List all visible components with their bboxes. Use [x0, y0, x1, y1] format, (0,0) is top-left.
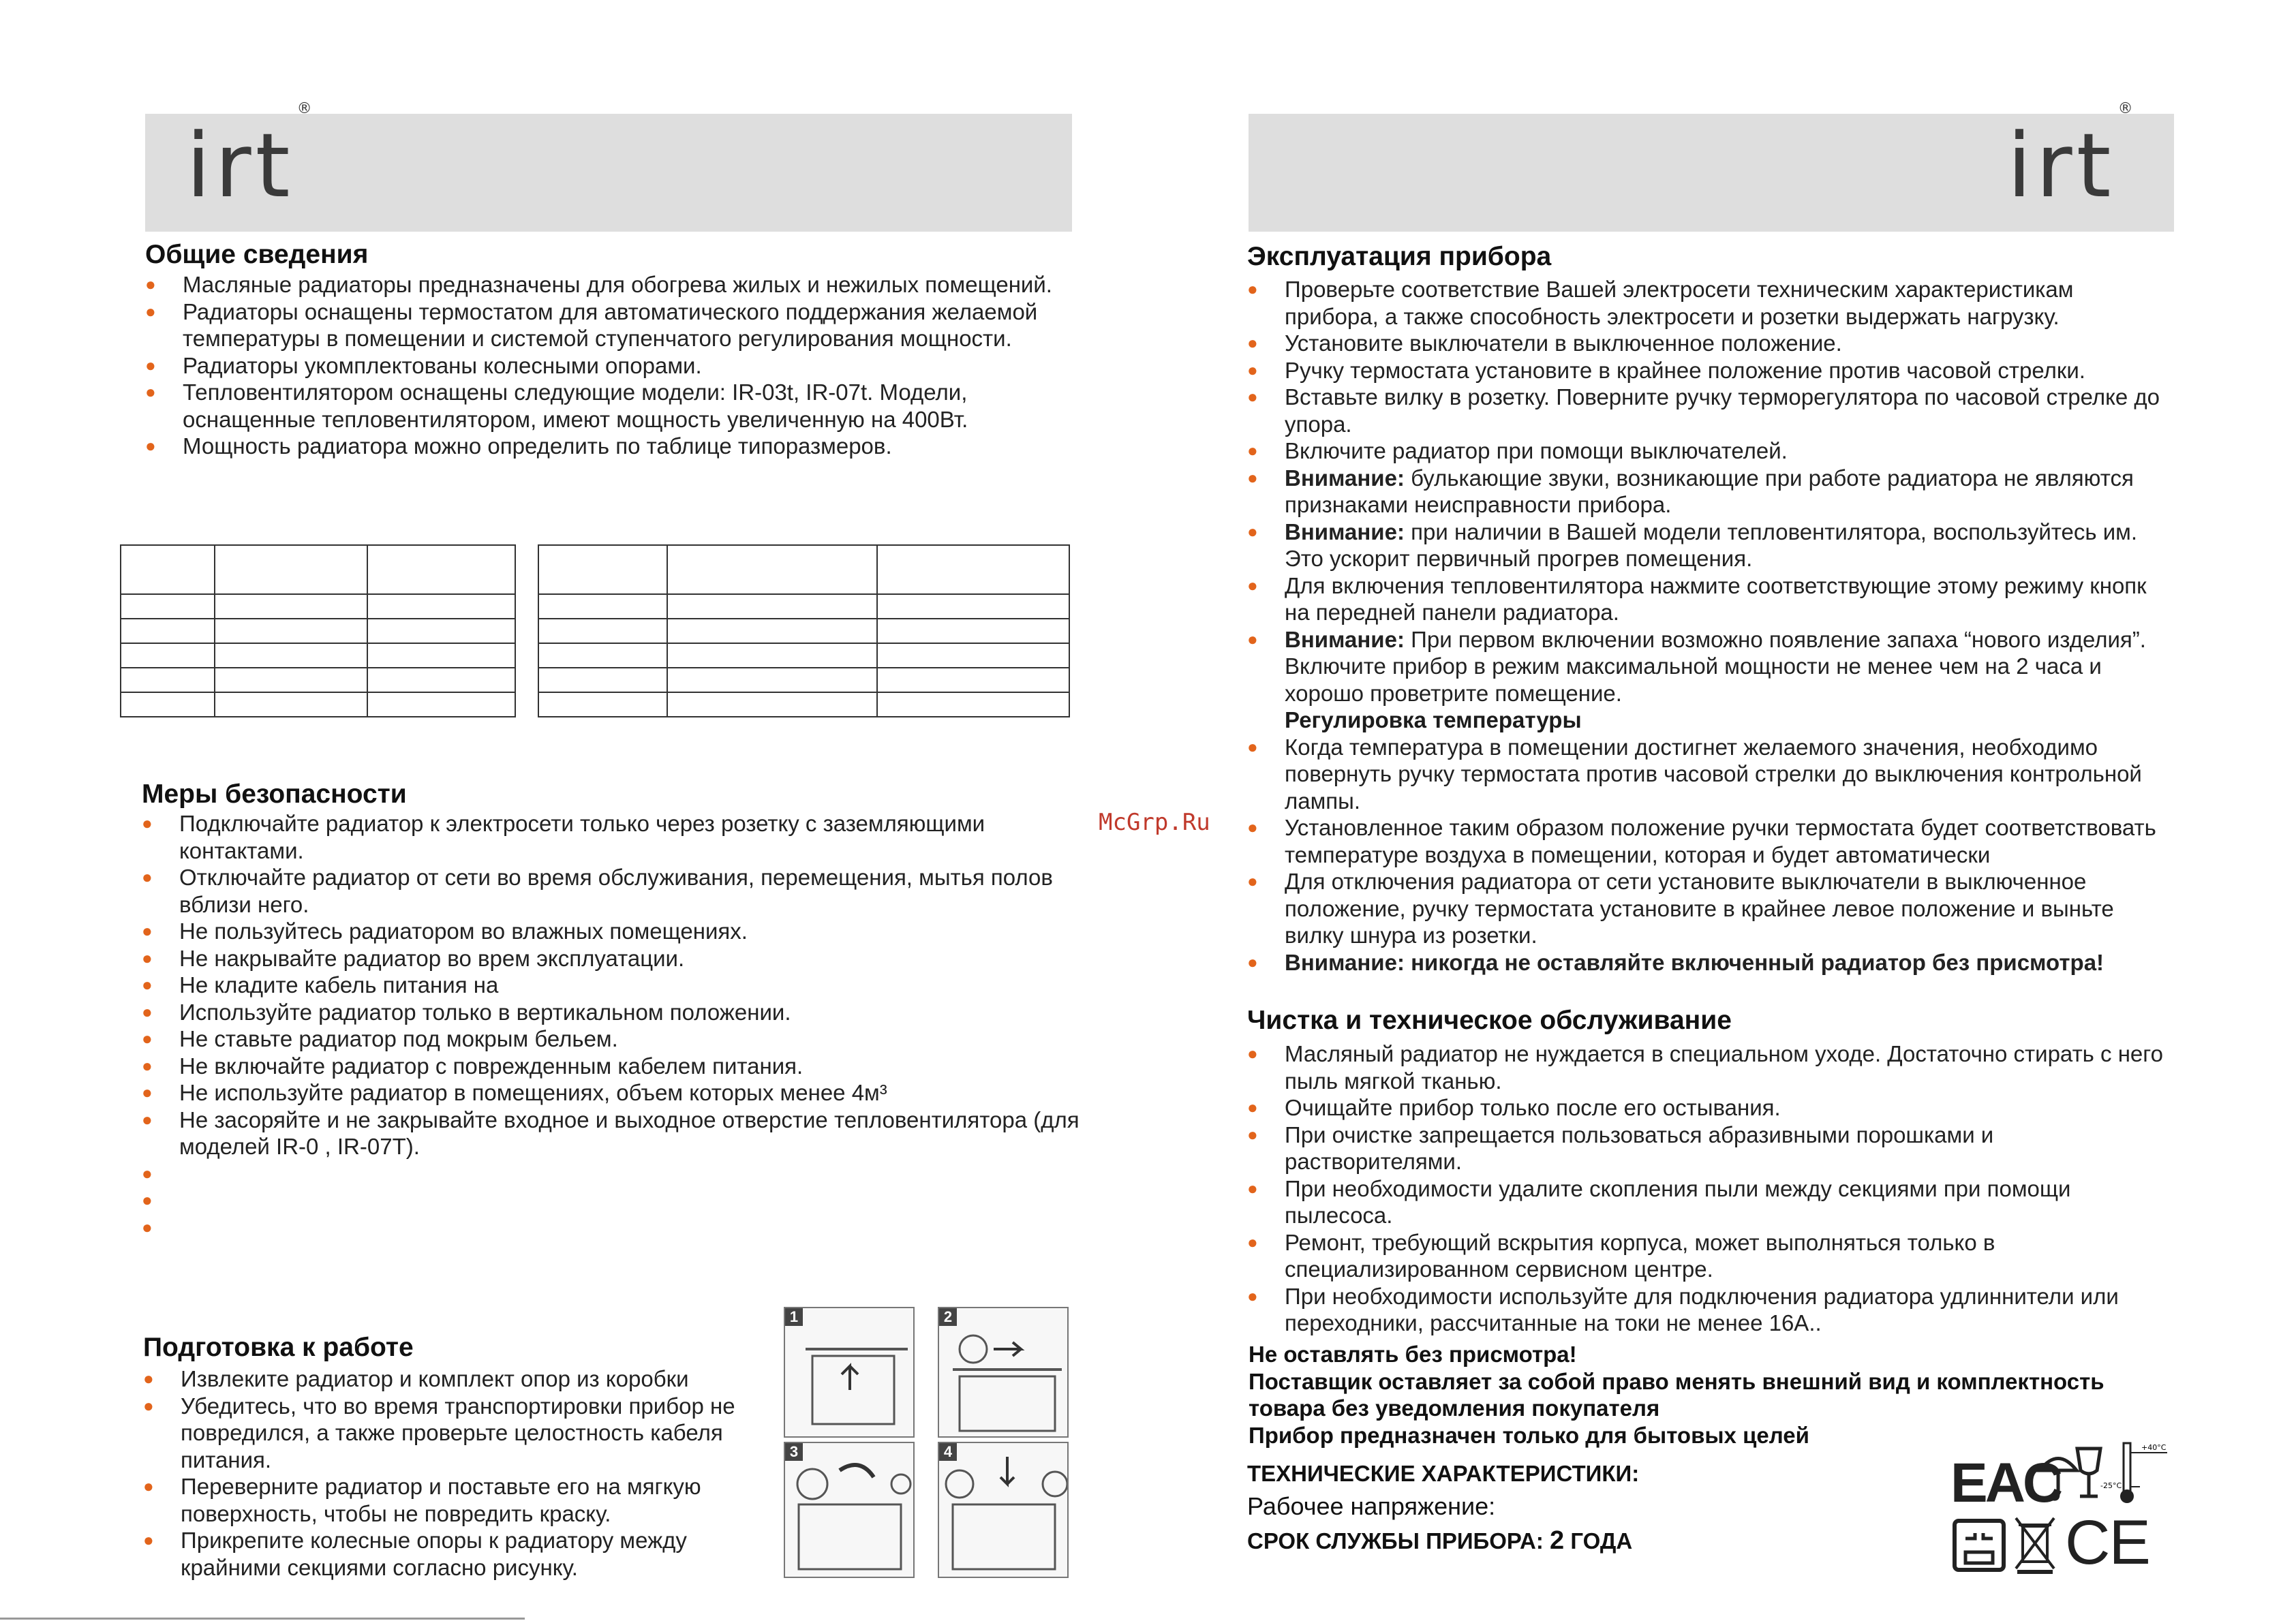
list-item: [142, 1079, 1082, 1107]
bullet-icon: ●: [143, 1530, 154, 1550]
note-unattended: Не оставлять без присмотра!: [1249, 1342, 1577, 1367]
bullet-icon: ●: [1247, 871, 1258, 891]
list-item: [143, 1473, 784, 1527]
prep-title: Подготовка к работе: [143, 1333, 414, 1362]
bullet-icon: ●: [142, 947, 153, 968]
list-item-text: Мощность радиатора можно определить по таблице типоразмеров.: [183, 433, 892, 459]
bullet-icon: ●: [1247, 1231, 1258, 1252]
list-item: [1247, 1175, 2167, 1229]
recycle-box-icon: [1952, 1518, 2006, 1573]
list-item-text: Убедитесь, что во время транспортировки прибор не повредился, а также проверьте целостность кабеля питания.: [181, 1393, 735, 1472]
note-household: Прибор предназначен только для бытовых целей: [1249, 1422, 1809, 1448]
bullet-icon: ●: [1247, 386, 1258, 407]
list-item: [142, 972, 1082, 999]
bullet-icon: ●: [1247, 279, 1258, 299]
assembly-figure-1: 1: [784, 1307, 915, 1438]
list-item: [1247, 814, 2167, 868]
fix-wheels-illustration: [939, 1443, 1067, 1577]
list-item: [1247, 1229, 2167, 1283]
weee-bin-icon: [2013, 1514, 2057, 1575]
temp-low-label: -25°C: [2100, 1481, 2122, 1490]
list-item-text: Очищайте прибор только после его остывания.: [1285, 1095, 1781, 1120]
list-item: [143, 1527, 784, 1581]
bullet-icon: ●: [143, 1476, 154, 1496]
operation-block: [1247, 276, 2167, 976]
list-item-text: Используйте радиатор только в вертикальном положении.: [179, 999, 791, 1025]
bullet-icon: ●: [142, 813, 153, 833]
logo-letter: i: [2007, 114, 2036, 217]
size-table-left: [120, 544, 516, 717]
bullet-icon: ●: [1247, 1177, 1258, 1199]
bullet-icon: ●: [1247, 333, 1258, 353]
logo-letter: r: [215, 114, 256, 217]
list-item-text: Ручку термостата установите в крайнее положение против часовой стрелки.: [1285, 357, 2085, 383]
safety-title: Меры безопасности: [142, 779, 407, 809]
list-item-text: Не кладите кабель питания на: [179, 972, 499, 998]
bullet-icon: ●: [1247, 951, 1258, 972]
bullet-icon: ●: [142, 1162, 153, 1184]
list-item-text: булькающие звуки, возникающие при работе радиатора не являются признаками неисправности прибора.: [1285, 465, 2134, 517]
bullet-icon: ●: [142, 1082, 153, 1102]
list-item: [1247, 734, 2167, 815]
temp-high-label: +40°C: [2141, 1443, 2167, 1452]
list-item-text: при наличии в Вашей модели тепловентилятора, воспользуйтесь им. Это ускорит первичный прогрев помещения.: [1285, 519, 2138, 571]
bullet-icon: ●: [143, 1368, 154, 1389]
specs-title: ТЕХНИЧЕСКИЕ ХАРАКТЕРИСТИКИ:: [1247, 1461, 1640, 1486]
temperature-list: [1247, 734, 2167, 976]
list-item-text: При первом включении возможно появление запаха “нового изделия”. Включите прибор в режим максимальной мощности не менее чем на 2 часа и хорошо проветрите помещение.: [1285, 626, 2146, 706]
list-item-text: Тепловентилятором оснащены следующие модели: IR-03t, IR-07t. Модели, оснащенные тепловентилятором, имеют мощность увеличенную на 400Вт.: [183, 380, 968, 432]
temperature-subtitle: Регулировка температуры: [1285, 707, 1582, 732]
list-item-text: При очистке запрещается пользоваться абразивными порошками и растворителями.: [1285, 1122, 1994, 1174]
wheel-slide-illustration: [939, 1308, 1067, 1436]
list-item: [145, 379, 1079, 433]
bullet-icon: ●: [142, 1028, 153, 1049]
list-item: [142, 864, 1082, 918]
list-item-text: Не пользуйтесь радиатором во влажных помещениях.: [179, 918, 748, 944]
list-item-text: Подключайте радиатор к электросети только через розетку с заземляющими контактами.: [179, 811, 985, 863]
note-supplier: Поставщик оставляет за собой право менять внешний вид и комплектность товара без уведомления покупателя: [1249, 1368, 2104, 1421]
prep-list: [143, 1365, 784, 1581]
list-item-text: Не ставьте радиатор под мокрым бельем.: [179, 1026, 618, 1051]
list-item: [142, 1053, 1082, 1080]
bullet-icon: ●: [1247, 440, 1258, 461]
list-item: [142, 810, 1082, 864]
list-item: [145, 271, 1079, 298]
bullet-icon: ●: [1247, 521, 1258, 542]
brand-logo-right: irt®: [2007, 99, 2133, 217]
bullet-icon: ●: [143, 1395, 154, 1416]
list-item: [142, 1107, 1082, 1160]
bullet-icon: ●: [145, 435, 156, 456]
bullet-icon: ●: [142, 1216, 153, 1237]
list-item: [1247, 1040, 2167, 1094]
list-item: [145, 433, 1079, 460]
list-item: [142, 1160, 1082, 1188]
list-item-text: Вставьте вилку в розетку. Поверните ручку терморегулятора по часовой стрелке до упора.: [1285, 384, 2160, 437]
list-item: [1247, 1283, 2167, 1337]
list-item: [145, 352, 1079, 380]
bullet-icon: ●: [142, 921, 153, 941]
list-item: [1247, 437, 2167, 465]
list-item-text: Отключайте радиатор от сети во время обслуживания, перемещения, мытья полов вблизи него.: [179, 865, 1053, 917]
eac-mark: EAC: [1950, 1452, 2061, 1514]
general-title: Общие сведения: [145, 240, 369, 269]
list-item-emphasis: Внимание: никогда не оставляйте включенный радиатор без присмотра!: [1285, 949, 2104, 975]
list-item: [1247, 276, 2167, 330]
list-item-text: Не используйте радиатор в помещениях, объем которых менее 4м³: [179, 1080, 887, 1105]
list-item: [1247, 1122, 2167, 1175]
bullet-icon: ●: [1247, 574, 1258, 596]
list-item-text: Когда температура в помещении достигнет желаемого значения, необходимо повернуть ручку термостата против часовой стрелки до выключения контрольной лампы.: [1285, 734, 2142, 814]
list-item: [1247, 519, 2167, 572]
list-item: [142, 945, 1082, 972]
list-item: [143, 1393, 784, 1474]
temperature-limit-icon: [2099, 1439, 2174, 1507]
operation-list: [1247, 276, 2167, 707]
list-item-emphasis: Внимание:: [1285, 465, 1405, 491]
turn-radiator-illustration: [785, 1443, 913, 1577]
specs-voltage: Рабочее напряжение:: [1247, 1492, 1496, 1520]
list-item-text: Извлеките радиатор и комплект опор из коробки: [181, 1366, 689, 1391]
list-item: [1247, 572, 2167, 626]
list-item-emphasis: Внимание:: [1285, 519, 1405, 544]
specs-service-life: СРОК СЛУЖБЫ ПРИБОРА: 2 ГОДА: [1247, 1526, 1633, 1555]
wheel-mount-illustration: [785, 1308, 913, 1436]
list-item-text: Масляный радиатор не нуждается в специальном уходе. Достаточно стирать с него пыль мягкой тканью.: [1285, 1041, 2163, 1094]
bullet-icon: ●: [145, 382, 156, 402]
list-item-text: Радиаторы оснащены термостатом для автоматического поддержания желаемой температуры в помещении и системой ступенчатого регулирования мощности.: [183, 298, 1038, 351]
bullet-icon: ●: [1247, 359, 1258, 380]
bullet-icon: ●: [1247, 1043, 1258, 1064]
list-item: [143, 1365, 784, 1393]
bullet-icon: ●: [1247, 1097, 1258, 1117]
cleaning-list: [1247, 1040, 2167, 1337]
assembly-figure-4: 4: [938, 1442, 1069, 1578]
list-item-text: Не накрывайте радиатор во врем эксплуатации.: [179, 945, 685, 971]
list-item-text: При необходимости используйте для подключения радиатора удлиннители или переходники, рассчитанные на токи не менее 16А..: [1285, 1283, 2119, 1335]
list-item: [145, 298, 1079, 352]
list-item-text: Установленное таким образом положение ручки термостата будет соответствовать температуре воздуха в помещении, которая и будет автоматически: [1285, 815, 2156, 867]
list-item: [142, 1214, 1082, 1241]
list-item: [1247, 626, 2167, 707]
list-item: [142, 1025, 1082, 1053]
list-item: [1247, 384, 2167, 437]
safety-list: [142, 810, 1082, 1241]
bullet-icon: ●: [145, 274, 156, 294]
cleaning-title: Чистка и техническое обслуживание: [1247, 1006, 1732, 1035]
bullet-icon: ●: [142, 1001, 153, 1022]
list-item-text: Прикрепите колесные опоры к радиатору между крайними секциями согласно рисунку.: [181, 1528, 687, 1580]
assembly-figure-2: 2: [938, 1307, 1069, 1438]
list-item-text: Переверните радиатор и поставьте его на мягкую поверхность, чтобы не повредить краску.: [181, 1474, 701, 1526]
bullet-icon: ●: [1247, 817, 1258, 837]
bullet-icon: ●: [1247, 736, 1258, 757]
list-item: [142, 918, 1082, 945]
list-item: [1247, 357, 2167, 384]
list-item-text: Не включайте радиатор с поврежденным кабелем питания.: [179, 1053, 803, 1079]
list-item: [1247, 949, 2167, 976]
list-item: [1247, 1094, 2167, 1122]
bullet-icon: ●: [145, 354, 156, 375]
logo-letter: r: [2036, 114, 2077, 217]
bullet-icon: ●: [1247, 1124, 1258, 1145]
bullet-icon: ●: [1247, 1285, 1258, 1306]
bullet-icon: ●: [142, 1190, 153, 1210]
list-item-text: Не засоряйте и не закрывайте входное и выходное отверстие тепловентилятора (для моделей IR-0 , IR-07T).: [179, 1107, 1080, 1159]
watermark: McGrp.Ru: [1099, 809, 1210, 836]
list-item-text: Ремонт, требующий вскрытия корпуса, может выполняться только в специализированном сервисном центре.: [1285, 1229, 1995, 1282]
list-item-text: Для включения тепловентилятора нажмите соответствующие этому режиму кнопк на передней панели радиатора.: [1285, 572, 2147, 625]
notes: [1249, 1341, 2175, 1449]
bullet-icon: ●: [1247, 628, 1258, 649]
bullet-icon: ●: [142, 1109, 153, 1130]
bullet-icon: ●: [142, 974, 153, 995]
list-item-text: Включите радиатор при помощи выключателей.: [1285, 438, 1788, 463]
list-item-emphasis: Внимание:: [1285, 626, 1405, 652]
list-item-text: Для отключения радиатора от сети установите выключатели в выключенное положение, ручку термостата установите в крайнее левое положение и выньте вилку шнура из розетки.: [1285, 869, 2114, 948]
list-item: [1247, 465, 2167, 519]
brand-logo-left: irt®: [186, 99, 312, 217]
list-item-text: Радиаторы укомплектованы колесными опорами.: [183, 352, 702, 378]
page-footer-line: [0, 1618, 525, 1620]
list-item-text: Масляные радиаторы предназначены для обогрева жилых и нежилых помещений.: [183, 272, 1052, 297]
list-item: [142, 999, 1082, 1026]
list-item: [142, 1187, 1082, 1214]
bullet-icon: ●: [142, 1055, 153, 1076]
list-item-text: Установите выключатели в выключенное положение.: [1285, 330, 1842, 356]
bullet-icon: ●: [1247, 467, 1258, 488]
list-item-text: При необходимости удалите скопления пыли между секциями при помощи пылесоса.: [1285, 1175, 2071, 1228]
ce-mark: CE: [2065, 1508, 2149, 1577]
logo-letter: i: [186, 114, 215, 217]
assembly-figure-3: 3: [784, 1442, 915, 1578]
bullet-icon: ●: [145, 300, 156, 322]
general-list: [145, 271, 1079, 460]
list-item: [1247, 330, 2167, 357]
list-item-text: Проверьте соответствие Вашей электросети техническим характеристикам прибора, а также способность электросети и розетки выдержать нагрузку.: [1285, 277, 2074, 329]
operation-title: Эксплуатация прибора: [1247, 242, 1552, 271]
bullet-icon: ●: [142, 867, 153, 887]
size-table-right: [538, 544, 1070, 717]
list-item: [1247, 868, 2167, 949]
